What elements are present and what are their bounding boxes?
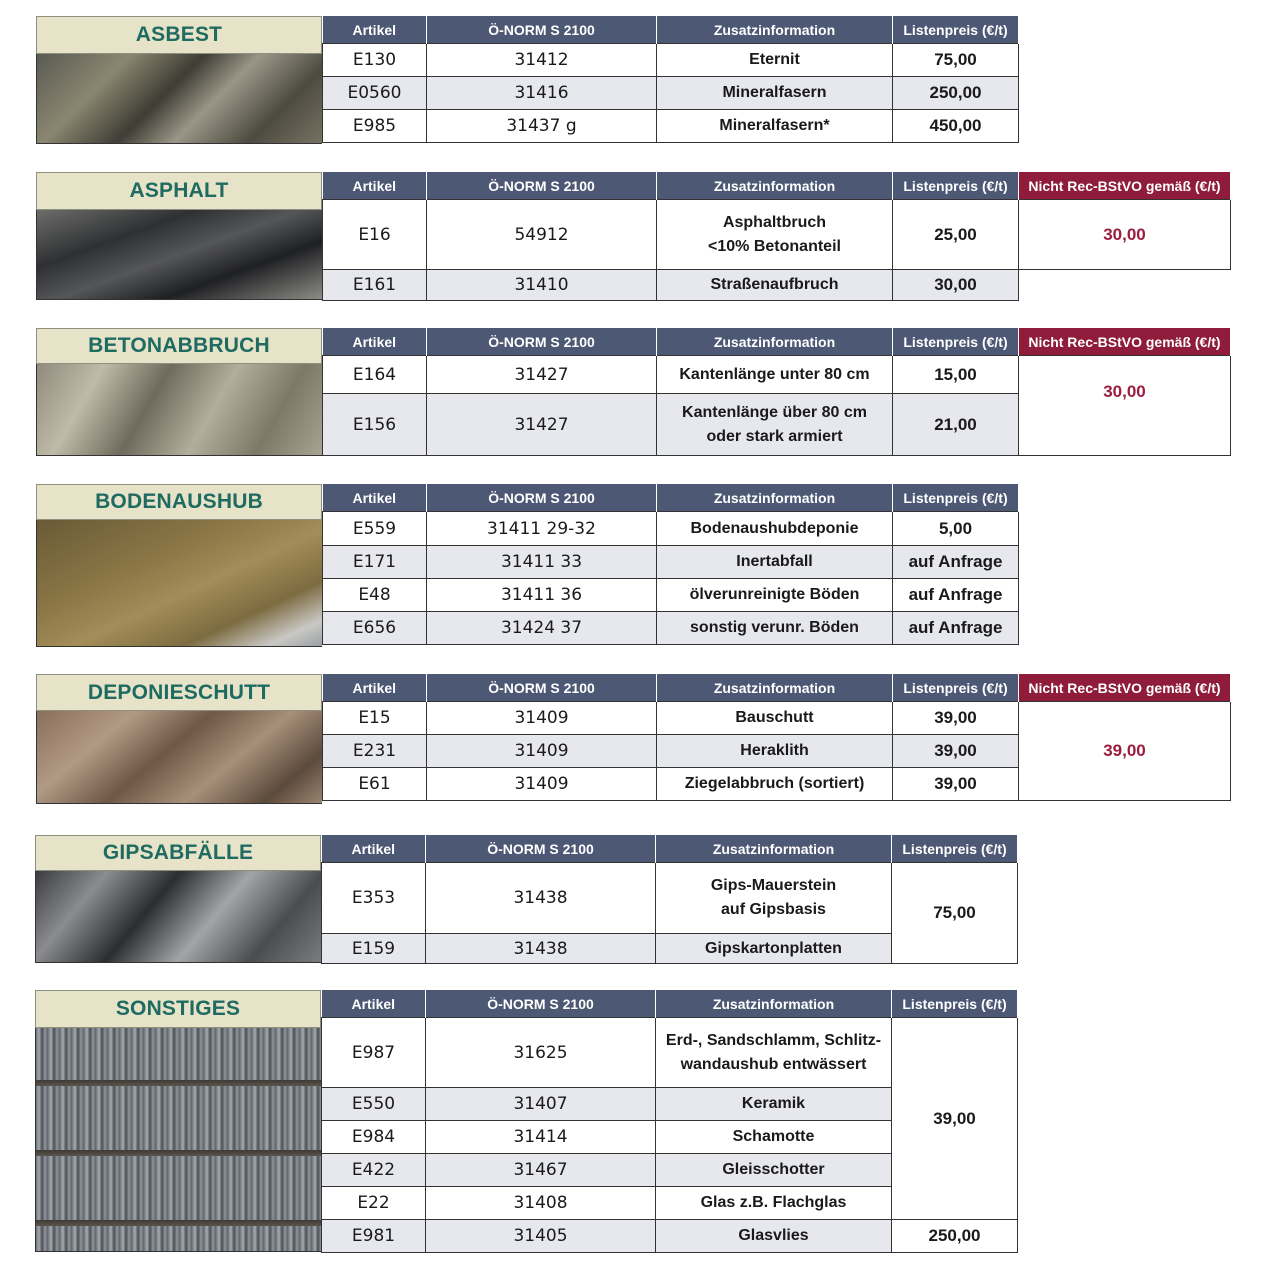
empty-cell [1019,270,1231,301]
norm: 31409 [427,768,657,801]
price: 39,00 [893,735,1019,768]
norm: 31407 [426,1088,656,1121]
col-norm: Ö-NORM S 2100 [426,990,656,1018]
col-info: Zusatzinformation [656,990,892,1018]
norm: 31416 [427,77,657,110]
artikel: E159 [322,934,426,964]
norm: 31437 g [427,110,657,143]
artikel: E984 [322,1121,426,1154]
gypsum-photo [35,871,321,963]
artikel: E61 [323,768,427,801]
col-info: Zusatzinformation [657,674,893,702]
soil-photo [36,520,322,647]
price: 21,00 [893,394,1019,456]
section-title: BETONABBRUCH [36,328,322,364]
artikel: E231 [323,735,427,768]
artikel: E353 [322,863,426,934]
norm: 31411 36 [427,579,657,612]
artikel: E559 [323,512,427,546]
artikel: E15 [323,702,427,735]
price: auf Anfrage [893,612,1019,645]
info: Kantenlänge unter 80 cm [657,356,893,394]
norm: 31438 [426,934,656,964]
col-info: Zusatzinformation [657,16,893,44]
artikel: E656 [323,612,427,645]
artikel: E164 [323,356,427,394]
artikel: E48 [323,579,427,612]
price: 450,00 [893,110,1019,143]
info: Kantenlänge über 80 cm oder stark armiert [657,394,893,456]
info: Erd-, Sandschlamm, Schlitz- wandaushub entwässert [656,1018,892,1088]
artikel: E130 [323,44,427,77]
info: sonstig verunr. Böden [657,612,893,645]
artikel: E22 [322,1187,426,1220]
price-table [321,990,1018,1253]
artikel: E16 [323,200,427,270]
norm: 31409 [427,735,657,768]
artikel: E550 [322,1088,426,1121]
norm: 31410 [427,270,657,301]
info: Glas z.B. Flachglas [656,1187,892,1220]
price-table [322,16,1019,143]
rec-price: 30,00 [1019,356,1231,456]
artikel: E0560 [323,77,427,110]
norm: 31625 [426,1018,656,1088]
price: 250,00 [893,77,1019,110]
price: 39,00 [892,1018,1018,1220]
asphalt-photo [36,210,322,300]
price-table [322,172,1231,301]
price: 5,00 [893,512,1019,546]
section-title: ASPHALT [36,172,322,210]
norm: 31411 29-32 [427,512,657,546]
info: Bauschutt [657,702,893,735]
artikel: E987 [322,1018,426,1088]
norm: 31424 37 [427,612,657,645]
price: 39,00 [893,768,1019,801]
info: Inertabfall [657,546,893,579]
rec-price: 30,00 [1019,200,1231,270]
col-norm: Ö-NORM S 2100 [427,172,657,200]
price: auf Anfrage [893,579,1019,612]
info: Bodenaushubdeponie [657,512,893,546]
info: Glasvlies [656,1220,892,1253]
asbestos-photo [36,54,322,144]
col-price: Listenpreis (€/t) [893,172,1019,200]
col-artikel: Artikel [322,990,426,1018]
col-norm: Ö-NORM S 2100 [427,328,657,356]
section-title: ASBEST [36,16,322,54]
price: 75,00 [892,863,1018,964]
norm: 31405 [426,1220,656,1253]
info: Straßenaufbruch [657,270,893,301]
rubble-photo [36,711,322,804]
col-rec: Nicht Rec-BStVO gemäß (€/t) [1019,172,1231,200]
col-rec: Nicht Rec-BStVO gemäß (€/t) [1019,674,1231,702]
rec-price: 39,00 [1019,702,1231,801]
col-price: Listenpreis (€/t) [893,484,1019,512]
concrete-photo [36,364,322,456]
info: Gleisschotter [656,1154,892,1187]
section-title: DEPONIESCHUTT [36,674,322,711]
artikel: E171 [323,546,427,579]
col-info: Zusatzinformation [657,328,893,356]
artikel: E156 [323,394,427,456]
norm: 31414 [426,1121,656,1154]
col-price: Listenpreis (€/t) [893,328,1019,356]
col-norm: Ö-NORM S 2100 [426,835,656,863]
col-price: Listenpreis (€/t) [892,835,1018,863]
info: ölverunreinigte Böden [657,579,893,612]
price-table [322,328,1231,456]
price: 15,00 [893,356,1019,394]
info: Gipskartonplatten [656,934,892,964]
price: 250,00 [892,1220,1018,1253]
info: Ziegelabbruch (sortiert) [657,768,893,801]
col-artikel: Artikel [323,328,427,356]
price: 25,00 [893,200,1019,270]
price: 75,00 [893,44,1019,77]
norm: 31408 [426,1187,656,1220]
info: Heraklith [657,735,893,768]
norm: 31467 [426,1154,656,1187]
col-norm: Ö-NORM S 2100 [427,16,657,44]
info: Mineralfasern [657,77,893,110]
col-artikel: Artikel [323,674,427,702]
norm: 31411 33 [427,546,657,579]
col-info: Zusatzinformation [657,484,893,512]
norm: 31438 [426,863,656,934]
col-price: Listenpreis (€/t) [893,16,1019,44]
col-norm: Ö-NORM S 2100 [427,674,657,702]
col-artikel: Artikel [323,484,427,512]
info: Gips-Mauerstein auf Gipsbasis [656,863,892,934]
artikel: E422 [322,1154,426,1187]
col-info: Zusatzinformation [657,172,893,200]
price-table [322,484,1019,645]
info: Eternit [657,44,893,77]
price-table [322,674,1231,801]
artikel: E981 [322,1220,426,1253]
info: Keramik [656,1088,892,1121]
info: Mineralfasern* [657,110,893,143]
price-table [321,835,1018,964]
col-info: Zusatzinformation [656,835,892,863]
col-price: Listenpreis (€/t) [892,990,1018,1018]
col-artikel: Artikel [322,835,426,863]
norm: 31427 [427,356,657,394]
norm: 54912 [427,200,657,270]
norm: 31412 [427,44,657,77]
info: Asphaltbruch <10% Betonanteil [657,200,893,270]
track-ballast-photo [35,1028,321,1252]
norm: 31427 [427,394,657,456]
artikel: E985 [323,110,427,143]
col-artikel: Artikel [323,172,427,200]
info: Schamotte [656,1121,892,1154]
col-artikel: Artikel [323,16,427,44]
price: 39,00 [893,702,1019,735]
norm: 31409 [427,702,657,735]
price: 30,00 [893,270,1019,301]
section-title: GIPSABFÄLLE [35,835,321,871]
col-price: Listenpreis (€/t) [893,674,1019,702]
col-norm: Ö-NORM S 2100 [427,484,657,512]
section-title: SONSTIGES [35,990,321,1028]
artikel: E161 [323,270,427,301]
price: auf Anfrage [893,546,1019,579]
col-rec: Nicht Rec-BStVO gemäß (€/t) [1019,328,1231,356]
section-title: BODENAUSHUB [36,484,322,520]
